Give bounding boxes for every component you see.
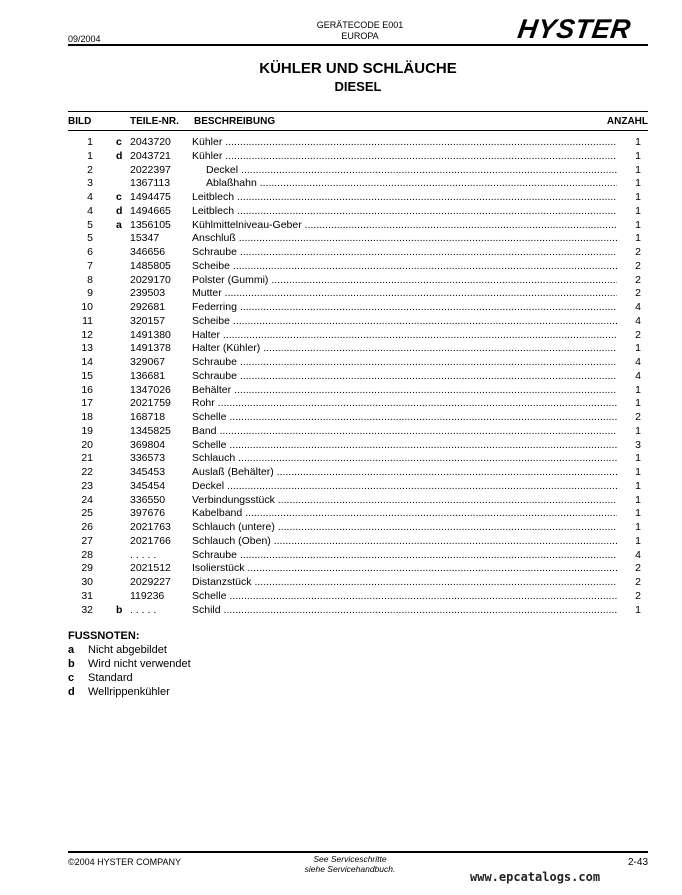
table-row [68,576,648,590]
col-header-bild: BILD [68,116,92,127]
table-row [68,342,648,356]
row-bild: 2 [87,163,93,176]
row-part-number: 329067 [130,356,166,368]
row-part-number: 2043720 [130,136,171,148]
table-row [68,246,648,260]
row-bild: 14 [81,356,93,368]
footnote-item [68,644,167,656]
row-description: Scheibe ..... [192,315,617,329]
table-row [68,260,648,274]
row-bild: 10 [81,301,93,313]
row-quantity: 2 [635,246,641,258]
row-footnote-ref: d [116,149,123,162]
footnote-item [68,658,191,670]
row-quantity: 4 [635,369,641,382]
row-quantity: 2 [635,259,641,272]
table-row [68,549,648,563]
table-row [68,480,648,494]
row-description: Schild ..... [192,604,617,618]
row-quantity: 4 [635,301,641,313]
table-row [68,232,648,246]
row-bild: 18 [81,411,93,423]
table-row [68,370,648,384]
row-part-number: 1491380 [130,328,171,341]
row-quantity: 2 [635,328,641,341]
table-row [68,329,648,343]
hyster-logo: HYSTER [515,14,633,44]
row-bild: 6 [87,246,93,258]
footer-note-line2: siehe Servicehandbuch. [304,864,396,874]
row-part-number: 119236 [130,589,165,602]
parts-table [68,136,648,617]
row-bild: 19 [81,424,93,437]
row-bild: 23 [81,479,93,492]
footnote-text: Wellrippenkühler [88,686,170,698]
row-description: Schlauch ..... [192,452,617,466]
row-part-number: 2029227 [130,576,171,588]
footer-copyright: ©2004 HYSTER COMPANY [68,857,181,867]
row-bild: 22 [81,466,93,478]
row-part-number: 2029170 [130,273,171,286]
row-description: Halter ..... [192,329,617,343]
row-quantity: 1 [635,479,641,492]
row-bild: 5 [87,218,93,231]
row-bild: 26 [81,521,93,533]
row-bild: 27 [81,534,93,547]
page-number: 2-43 [627,857,648,868]
table-row [68,384,648,398]
row-quantity: 1 [635,177,641,190]
footnote-text: Standard [88,672,133,684]
row-quantity: 3 [635,438,641,451]
row-bild: 21 [81,452,93,465]
row-part-number: 369804 [130,438,166,451]
header-equipment-code [230,20,490,42]
header-divider [68,44,648,46]
row-description: Rohr ..... [192,397,617,411]
row-bild: 24 [81,493,93,506]
row-bild: 15 [81,369,93,382]
row-part-number: 239503 [130,287,166,300]
row-bild: 9 [87,287,93,300]
row-description: Deckel ..... [192,480,617,494]
row-quantity: 1 [635,452,641,465]
row-description: Leitblech ..... [192,191,617,205]
row-quantity: 1 [635,149,641,162]
row-description: Kühlmittelniveau-Geber ..... [192,219,617,233]
row-description: Auslaß (Behälter) ..... [192,466,617,480]
row-bild: 12 [81,328,93,341]
table-row [68,177,648,191]
row-bild: 7 [87,259,93,272]
row-bild: 20 [81,438,93,451]
row-part-number: 336550 [130,493,166,506]
row-part-number: 15347 [130,232,160,245]
footer-service-note [270,854,430,874]
table-row [68,535,648,549]
row-bild: 16 [81,383,93,396]
row-part-number: 345453 [130,466,166,478]
row-bild: 32 [81,603,93,616]
row-part-number: . . . . . [130,603,157,616]
row-description: Schraube ..... [192,370,617,384]
row-footnote-ref: b [116,603,123,616]
row-bild: 4 [87,204,93,217]
row-part-number: 1494475 [130,191,171,203]
row-part-number: 1491378 [130,342,171,355]
row-part-number: 2021766 [130,534,171,547]
row-description: Schraube ..... [192,246,617,260]
row-quantity: 2 [635,411,641,423]
row-quantity: 2 [635,589,641,602]
table-row [68,164,648,178]
row-quantity: 2 [635,562,641,575]
row-part-number: 292681 [130,301,166,313]
row-quantity: 1 [635,342,641,355]
row-bild: 3 [87,177,93,190]
row-quantity: 1 [635,204,641,217]
row-part-number: 320157 [130,314,166,327]
table-row [68,452,648,466]
footnote-text: Wird nicht verwendet [88,658,191,670]
row-part-number: 2022397 [130,163,171,176]
row-footnote-ref: c [116,191,122,203]
row-description: Schlauch (untere) ..... [192,521,617,535]
row-quantity: 1 [635,191,641,203]
row-description: Deckel ..... [206,164,617,178]
col-header-beschreibung: BESCHREIBUNG [194,116,276,127]
row-description: Band ..... [192,425,617,439]
row-quantity: 1 [635,466,641,478]
col-header-teile-nr: TEILE-NR. [130,116,179,127]
row-bild: 25 [81,507,93,520]
row-description: Halter (Kühler) ..... [192,342,617,356]
table-row [68,205,648,219]
row-part-number: 345454 [130,479,166,492]
table-row [68,397,648,411]
row-part-number: 1494665 [130,204,171,217]
table-row [68,219,648,233]
footer-note-line1: See Serviceschritte [313,854,387,864]
row-quantity: 4 [635,356,641,368]
row-quantity: 4 [635,548,641,561]
table-row [68,494,648,508]
row-quantity: 2 [635,576,641,588]
row-part-number: 1367113 [130,177,171,190]
row-description: Ablaßhahn ..... [206,177,617,191]
row-quantity: 2 [635,287,641,300]
table-header-rule [68,130,648,131]
row-part-number: 1485805 [130,259,171,272]
footnote-key: d [68,686,75,698]
table-row [68,274,648,288]
table-row [68,150,648,164]
row-quantity: 1 [635,218,641,231]
footnote-item [68,672,133,684]
footnote-text: Nicht abgebildet [88,644,167,656]
row-description: Behälter ..... [192,384,617,398]
row-part-number: 2043721 [130,149,171,162]
row-part-number: . . . . . [130,548,157,561]
row-quantity: 1 [635,383,641,396]
table-row [68,301,648,315]
row-description: Polster (Gummi) ..... [192,274,617,288]
row-footnote-ref: d [116,204,123,217]
row-description: Anschluß ..... [192,232,617,246]
table-row [68,466,648,480]
row-part-number: 336573 [130,452,166,465]
table-row [68,562,648,576]
row-part-number: 168718 [130,411,166,423]
footnote-key: b [68,658,75,670]
table-row [68,356,648,370]
table-top-rule [68,111,648,112]
row-bild: 5 [87,232,93,245]
row-quantity: 1 [635,534,641,547]
row-description: Scheibe ..... [192,260,617,274]
row-quantity: 1 [635,163,641,176]
watermark: www.epcatalogs.com [470,870,601,884]
row-bild: 28 [81,548,93,561]
row-quantity: 1 [635,521,641,533]
row-bild: 11 [82,314,93,327]
row-quantity: 1 [635,232,641,245]
row-bild: 1 [87,136,93,148]
row-part-number: 2021512 [130,562,171,575]
row-quantity: 4 [635,314,641,327]
row-description: Kabelband ..... [192,507,617,521]
row-part-number: 1345825 [130,424,171,437]
row-part-number: 397676 [130,507,166,520]
header-code-line1: GERÄTECODE E001 [316,20,404,30]
col-header-anzahl: ANZAHL [606,116,648,127]
row-description: Distanzstück ..... [192,576,617,590]
row-part-number: 1347026 [130,383,171,396]
table-row [68,439,648,453]
page-subtitle: DIESEL [334,79,382,94]
row-bild: 8 [87,273,93,286]
row-quantity: 1 [635,397,641,410]
row-part-number: 136681 [130,369,166,382]
row-quantity: 2 [635,273,641,286]
header-date: 09/2004 [68,34,101,44]
table-row [68,507,648,521]
row-footnote-ref: a [116,218,122,231]
footer-divider [68,851,648,853]
row-quantity: 1 [635,493,641,506]
table-row [68,287,648,301]
footnote-key: c [68,672,75,684]
row-quantity: 1 [635,507,641,520]
table-row [68,136,648,150]
row-bild: 17 [81,397,93,410]
row-description: Schraube ..... [192,549,617,563]
row-bild: 1 [87,149,93,162]
row-description: Isolierstück ..... [192,562,617,576]
row-part-number: 1356105 [130,218,171,231]
row-bild: 31 [81,589,93,602]
table-row [68,315,648,329]
row-description: Kühler ..... [192,136,617,150]
table-row [68,521,648,535]
row-quantity: 1 [635,136,641,148]
row-description: Schelle ..... [192,439,617,453]
row-quantity: 1 [635,424,641,437]
table-row [68,590,648,604]
row-description: Schlauch (Oben) ..... [192,535,617,549]
table-row [68,411,648,425]
row-bild: 29 [81,562,93,575]
row-description: Federring ..... [192,301,617,315]
row-description: Kühler ..... [192,150,617,164]
row-description: Mutter ..... [192,287,617,301]
row-description: Leitblech ..... [192,205,617,219]
row-quantity: 1 [635,603,641,616]
table-row [68,604,648,618]
row-footnote-ref: c [116,136,122,148]
row-bild: 4 [87,191,93,203]
page-title: KÜHLER UND SCHLÄUCHE [259,60,457,77]
row-bild: 13 [81,342,93,355]
row-part-number: 2021759 [130,397,171,410]
footnote-key: a [68,644,75,656]
row-part-number: 346656 [130,246,166,258]
header-code-line2: EUROPA [341,31,379,41]
row-description: Schraube ..... [192,356,617,370]
table-row [68,425,648,439]
row-part-number: 2021763 [130,521,171,533]
table-row [68,191,648,205]
row-description: Schelle ..... [192,590,617,604]
row-description: Schelle ..... [192,411,617,425]
row-bild: 30 [81,576,93,588]
footnote-item [68,686,170,698]
footnotes-heading: FUSSNOTEN: [68,630,140,642]
row-description: Verbindungsstück ..... [192,494,617,508]
